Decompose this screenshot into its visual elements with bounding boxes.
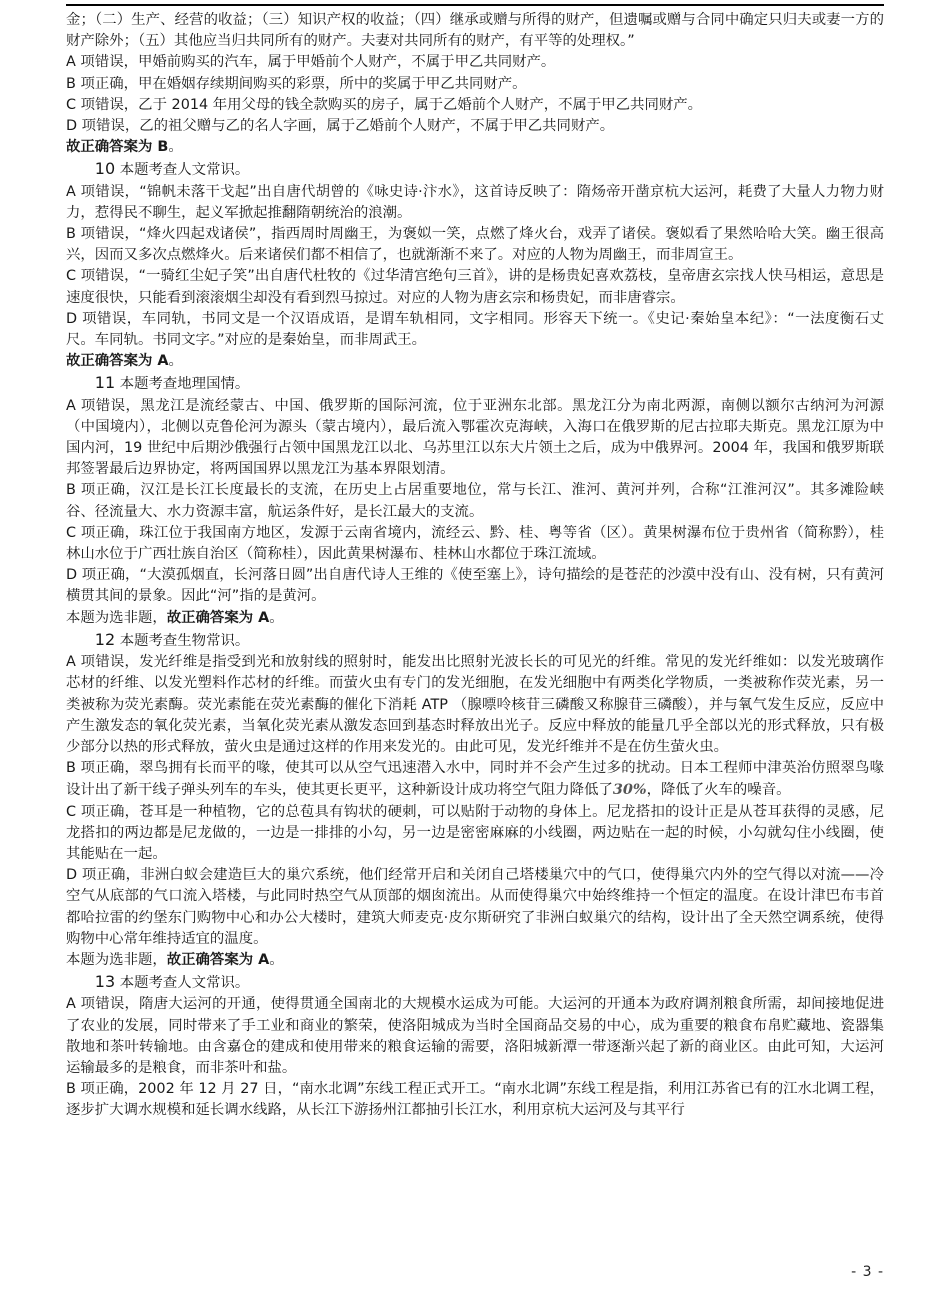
paragraph: 金；（二）生产、经营的收益；（三）知识产权的收益；（四）继承或赠与所得的财产，但遗嘱或赠与合同中确定只归夫或妻一方的财产除外；（五）其他应当归共同所有的财产。夫妻对共同所有的财产，有平等的处理权。” bbox=[66, 12, 884, 50]
option-b: B 项正确，翠鸟拥有长而平的喙，使其可以从空气迅速潜入水中，同时并不会产生过多的扰动。日本工程师中津英治仿照翠鸟喙设计出了新干线子弹头列车的车头，使其更长更平，这种新设计成功将空气阻力降低了30%，降低了火车的噪音。 bbox=[66, 760, 884, 799]
option-a: A 项错误，甲婚前购买的汽车，属于甲婚前个人财产，不属于甲乙共同财产。 bbox=[66, 54, 556, 71]
option-a: A 项错误，“锦帆未落干戈起”出自唐代胡曾的《咏史诗·汴水》，这首诗反映了：隋炀帝开凿京杭大运河，耗费了大量人力物力财力，惹得民不聊生，起义军掀起推翻隋朝统治的浪潮。 bbox=[66, 183, 884, 221]
option-d: D 项错误，车同轨，书同文是一个汉语成语，是谓车轨相同，文字相同。形容天下统一。《史记·秦始皇本纪》：“一法度衡石丈尺。车同轨。书同文字。”对应的是秦始皇，而非周武王。 bbox=[66, 310, 884, 349]
option-c: C 项正确，苍耳是一种植物，它的总苞具有钩状的硬刺，可以贴附于动物的身体上。尼龙搭扣的设计正是从苍耳获得的灵感，尼龙搭扣的两边都是尼龙做的，一边是一排排的小勾，另一边是密密麻麻的小线圈，两边贴在一起的时候，小勾就勾住小线圈，使其能贴在一起。 bbox=[66, 803, 884, 862]
option-d: D 项错误，乙的祖父赠与乙的名人字画，属于乙婚前个人财产，不属于甲乙共同财产。 bbox=[66, 118, 615, 135]
answer-line: 故正确答案为 A。 bbox=[66, 353, 183, 370]
question-heading: 12 本题考查生物常识。 bbox=[94, 629, 250, 649]
option-b: B 项正确，甲在婚姻存续期间购买的彩票，所中的奖属于甲乙共同财产。 bbox=[66, 75, 527, 92]
header-rule bbox=[66, 4, 884, 6]
answer-text: 故正确答案为 A bbox=[166, 951, 270, 968]
question-number: 10 bbox=[94, 159, 116, 179]
option-c: C 项错误，乙于 2014 年用父母的钱全款购买的房子，属于乙婚前个人财产，不属于甲乙共同财产。 bbox=[66, 96, 703, 113]
option-b: B 项正确，汉江是长江长度最长的支流，在历史上占居重要地位，常与长江、淮河、黄河并列，合称“江淮河汉”。其多滩险峡谷、径流量大、水力资源丰富，航运条件好，是长江最大的支流。 bbox=[66, 482, 884, 520]
option-c: C 项正确，珠江位于我国南方地区，发源于云南省境内，流经云、黔、桂、粤等省（区）。黄果树瀑布位于贵州省（简称黔），桂林山水位于广西壮族自治区（简称桂），因此黄果树瀑布、桂林山水都位于珠江流域。 bbox=[66, 524, 884, 563]
option-c: C 项错误，“一骑红尘妃子笑”出自唐代杜牧的《过华清宫绝句三首》，讲的是杨贵妃喜欢荔枝，皇帝唐玄宗找人快马相运，意思是速度很快，只能看到滚滚烟尘却没有看到烈马掠过。对应的人物为唐玄宗和杨贵妃，而非唐睿宗。 bbox=[66, 268, 884, 306]
option-b: B 项正确，2002 年 12 月 27 日，“南水北调”东线工程正式开工。“南水北调”东线工程是指，利用江苏省已有的江水北调工程，逐步扩大调水规模和延长调水线路，从长江下游扬州江都抽引长江水，利用京杭大运河及与其平行 bbox=[66, 1081, 884, 1119]
question-number: 12 bbox=[94, 629, 116, 649]
option-a: A 项错误，隋唐大运河的开通，使得贯通全国南北的大规模水运成为可能。大运河的开通本为政府调剂粮食所需，却间接地促进了农业的发展，同时带来了手工业和商业的繁荣，使洛阳城成为当时全国商品交易的中心，成为重要的粮食布帛贮藏地、瓷器集散地和茶叶转输地。由含嘉仓的建成和使用带来的粮食运输的需要，洛阳城新潭一带逐渐兴起了新的商业区。由此可知，大运河运输最多的是粮食，而非茶叶和盐。 bbox=[66, 996, 884, 1076]
question-heading: 11 本题考查地理国情。 bbox=[94, 373, 250, 393]
option-a: A 项错误，黑龙江是流经蒙古、中国、俄罗斯的国际河流，位于亚洲东北部。黑龙江分为南北两源，南侧以额尔古纳河为河源（中国境内），北侧以克鲁伦河为源头（蒙古境内），最后流入鄂霍次克海峡，入海口在俄罗斯的尼古拉耶夫斯克。黑龙江原为中国内河，19 世纪中后期沙俄强行占领中国黑龙江以北、乌苏里江以东大片领土之后，成为中俄界河。2004 年，我国和俄罗斯联邦签署最后边界协定，将两国国界以黑龙江为基本界限划清。 bbox=[66, 397, 884, 478]
percent-value: 30% bbox=[612, 781, 647, 799]
answer-text: 故正确答案为 A bbox=[66, 353, 169, 370]
option-d: D 项正确，“大漠孤烟直，长河落日圆”出自唐代诗人王维的《使至塞上》，诗句描绘的是苍茫的沙漠中没有山、没有树，只有黄河横贯其间的景象。因此“河”指的是黄河。 bbox=[66, 567, 884, 605]
answer-line: 故正确答案为 B。 bbox=[66, 139, 183, 156]
option-a: A 项错误，发光纤维是指受到光和放射线的照射时，能发出比照射光波长长的可见光的纤维。常见的发光纤维如：以发光玻璃作芯材的纤维、以发光塑料作芯材的纤维。而萤火虫有专门的发光细胞，在发光细胞中有两类化学物质，一类被称作荧光素，另一类被称为荧光素酶。荧光素能在荧光素酶的催化下消耗 ATP （腺嘌呤核苷三磷酸又称腺苷三磷酸），并与氧气发生反应，反应中产生激发态的氧化荧光素，当氧化荧光素从激发态回到基态时释放出光子。反应中释放的能量几乎全部以光的形式释放，只有极少部分以热的形式释放，萤火虫是通过这样的作用来发光的。由此可见，发光纤维并不是在仿生萤火虫。 bbox=[66, 654, 884, 755]
page-body bbox=[66, 10, 884, 1122]
answer-line: 本题为选非题，故正确答案为 A。 bbox=[66, 951, 284, 968]
question-number: 13 bbox=[94, 972, 116, 992]
question-number: 11 bbox=[94, 373, 116, 393]
page-number: - 3 - bbox=[851, 1264, 884, 1280]
question-heading: 13 本题考查人文常识。 bbox=[94, 972, 250, 992]
answer-text: 故正确答案为 A bbox=[166, 609, 270, 626]
answer-text: 故正确答案为 B bbox=[66, 139, 169, 156]
option-b: B 项错误，“烽火四起戏诸侯”，指西周时周幽王，为褒姒一笑，点燃了烽火台，戏弄了诸侯。褒姒看了果然哈哈大笑。幽王很高兴，因而又多次点燃烽火。后来诸侯们都不相信了，也就渐渐不来了。对应的人物为周幽王，而非周宣王。 bbox=[66, 226, 884, 264]
answer-line: 本题为选非题，故正确答案为 A。 bbox=[66, 609, 284, 626]
question-heading: 10 本题考查人文常识。 bbox=[94, 159, 250, 179]
option-d: D 项正确，非洲白蚁会建造巨大的巢穴系统，他们经常开启和关闭自己塔楼巢穴中的气口，使得巢穴内外的空气得以对流——冷空气从底部的气口流入塔楼，与此同时热空气从顶部的烟囱流出。从而使得巢穴中始终维持一个恒定的温度。在设计津巴布韦首都哈拉雷的约堡东门购物中心和办公大楼时，建筑大师麦克·皮尔斯研究了非洲白蚁巢穴的结构，设计出了全天然空调系统，使得购物中心常年维持适宜的温度。 bbox=[66, 867, 884, 947]
